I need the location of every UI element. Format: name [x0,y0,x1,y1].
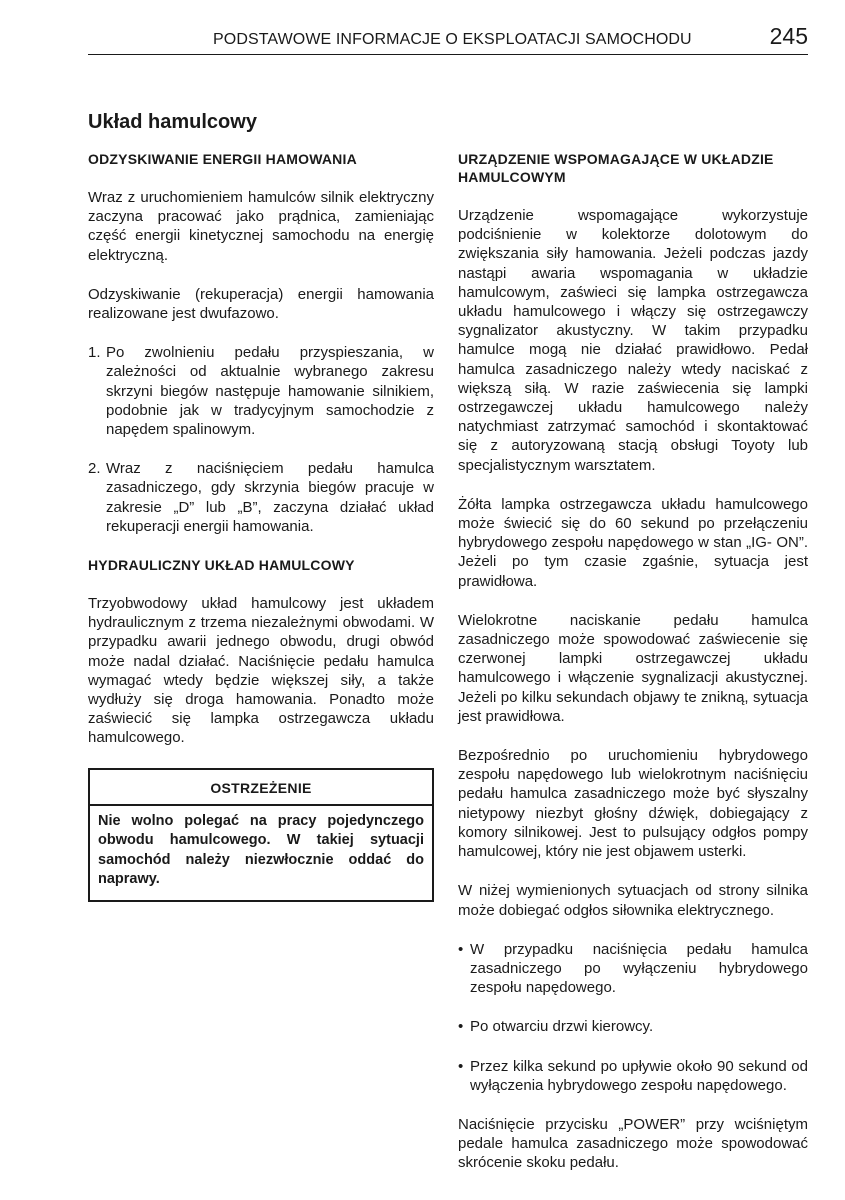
list-item [88,343,434,439]
section-heading-energy-recovery: ODZYSKIWANIE ENERGII HAMOWANIA [88,151,357,167]
list-item [88,459,434,536]
page-title: Układ hamulcowy [88,111,257,133]
warning-text: Nie wolno polegać na pracy pojedynczego obwodu hamulcowego. W takiej sytuacji samochód należy niezwłocznie oddać do naprawy. [98,812,424,888]
list-number: 1. [88,344,101,362]
list-number: 2. [88,460,101,478]
paragraph: Urządzenie wspomagające wykorzystuje podciśnienie w kolektorze dolotowym do zwiększania siły hamowania. Jeżeli podczas jazdy nastąpi awaria wspomagania w układzie hamulcowym, zaświeci się lampka ostrzegawcza układu hamulcowego i włączy się ostrzegawczy sygnalizator akustyczny. W takim przypadku hamulce mogą nie działać prawidłowo. Pedał hamulca zasadniczego należy wtedy naciskać z większą siłą. W razie zaświecenia się lampki ostrzegawczej układu hamulcowego należy natychmiast zatrzymać samochód i skontaktować się z autoryzowaną stacją obsługi Toyoty lub specjalistycznym warsztatem. [458,207,808,474]
left-column [88,150,434,902]
section-heading-brake-booster: URZĄDZENIE WSPOMAGAJĄCE W UKŁADZIE HAMULCOWYM [458,151,774,185]
paragraph: Bezpośrednio po uruchomieniu hybrydowego zespołu napędowego lub wielokrotnym naciśnięciu pedału hamulca zasadniczego może być słyszalny nietypowy niezbyt głośny dźwięk, dobiegający z komory silnikowej. Jest to pulsujący odgłos pompy hamulcowej, który nie jest objawem usterki. [458,747,808,861]
paragraph: Naciśnięcie przycisku „POWER” przy wciśniętym pedale hamulca zasadniczego może spowodować skrócenie skoku pedału. [458,1115,808,1172]
page-number: 245 [769,23,808,49]
list-text: Wraz z naciśnięciem pedału hamulca zasadniczego, gdy skrzynia biegów pracuje w zakresie „D” lub „B”, zaczyna działać układ rekuperacji energii hamowania. [106,460,434,535]
warning-box [88,768,434,902]
paragraph: Wraz z uruchomieniem hamulców silnik elektryczny zaczyna pracować jako prądnica, zamieniając część energii kinetycznej samochodu na energię elektryczną. [88,189,434,264]
page-header [88,23,808,55]
bullet-item [458,940,808,998]
bullet-text: Po otwarciu drzwi kierowcy. [470,1018,654,1036]
paragraph: Wielokrotne naciskanie pedału hamulca zasadniczego może spowodować zaświecenie się czerwonej lampki ostrzegawczej układu hamulcowego i włączenie sygnalizacji akustycznej. Jeżeli po kilku sekundach objawy te znikną, sytuacja jest prawidłowa. [458,611,808,725]
bullet-icon: • [458,1057,464,1075]
header-title: PODSTAWOWE INFORMACJE O EKSPLOATACJI SAMOCHODU [213,31,692,48]
list-text: Po zwolnieniu pedału przyspieszania, w zależności od aktualnie wybranego zakresu skrzyni biegów następuje hamowanie silnikiem, podobnie jak w tradycyjnym samochodzie z napędem spalinowym. [106,344,434,439]
bullet-icon: • [458,1018,464,1036]
paragraph: Odzyskiwanie (rekuperacja) energii hamowania realizowane jest dwufazowo. [88,285,434,323]
warning-title: OSTRZEŻENIE [90,770,432,806]
right-column [458,150,808,1193]
bullet-text: W przypadku naciśnięcia pedału hamulca zasadniczego po wyłączeniu hybrydowego zespołu napędowego. [470,940,808,997]
paragraph: Żółta lampka ostrzegawcza układu hamulcowego może świecić się do 60 sekund po przełączeniu hybrydowego zespołu napędowego w stan „IG- ON”. Jeżeli po tym czasie zgaśnie, sytuacja jest prawidłowa. [458,495,808,590]
bullet-item [458,1017,808,1036]
bullet-icon: • [458,940,464,958]
bullet-text: Przez kilka sekund po upływie około 90 sekund od wyłączenia hybrydowego zespołu napędowego. [470,1057,808,1094]
bullet-item [458,1057,808,1095]
section-heading-hydraulic: HYDRAULICZNY UKŁAD HAMULCOWY [88,557,355,574]
paragraph: Trzyobwodowy układ hamulcowy jest układem hydraulicznym z trzema niezależnymi obwodami. W przypadku awarii jednego obwodu, drugi obwód może nadal działać. Naciśnięcie pedału hamulca wymagać wtedy będzie większej siły, a także wydłuży się droga hamowania. Ponadto może zaświecić się lampka ostrzegawcza układu hamulcowego. [88,595,434,747]
paragraph: W niżej wymienionych sytuacjach od strony silnika może dobiegać odgłos siłownika elektrycznego. [458,882,808,919]
